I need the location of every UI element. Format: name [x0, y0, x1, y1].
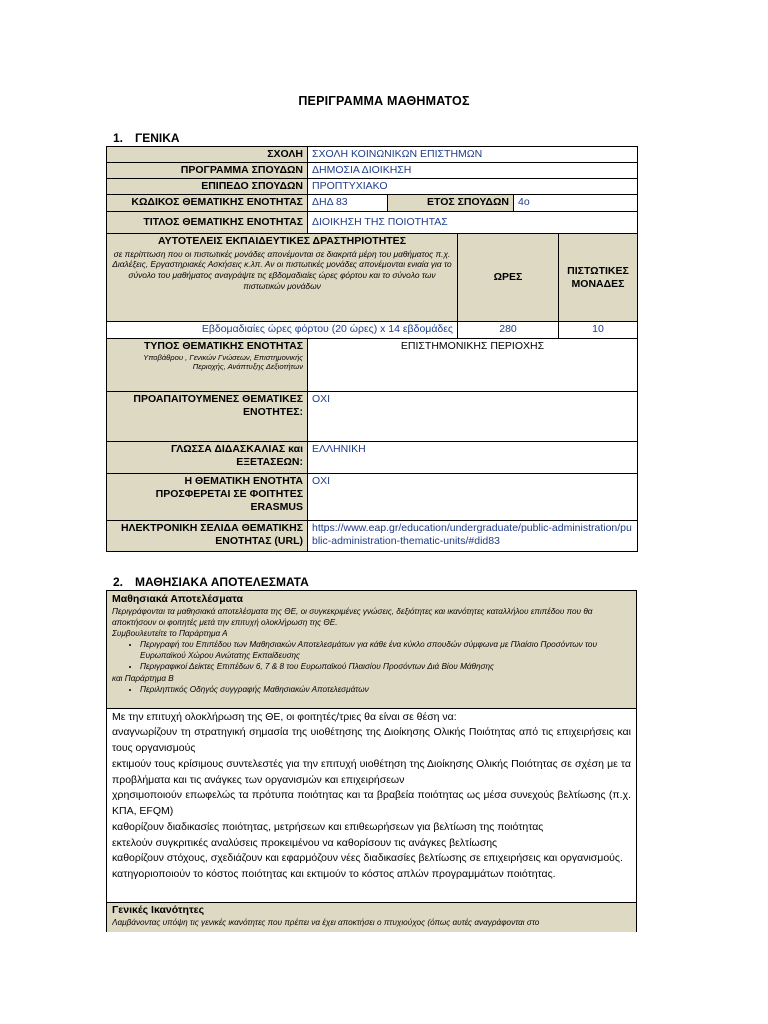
section-1-number: 1. [113, 131, 124, 145]
row-language [107, 441, 638, 473]
level-value: ΠΡΟΠΤΥΧΙΑΚΟ [308, 179, 638, 195]
outcome-item: εκτιμούν τους κρίσιμους συντελεστές για την επιτυχή υιοθέτηση της Διοίκησης Ολικής Ποιότητας σε σχέση με τα προβλήματα και τις ανάγκες των οργανισμών και επιχειρήσεων [112, 757, 631, 786]
code-value: ΔΗΔ 83 [308, 195, 388, 212]
section-2-number: 2. [113, 575, 124, 589]
unit-title-value: ΔΙΟΙΚΗΣΗ ΤΗΣ ΠΟΙΟΤΗΤΑΣ [308, 212, 638, 234]
section-1-title: ΓΕΝΙΚΑ [135, 131, 180, 145]
type-label-cell [107, 338, 308, 391]
section-2-title: ΜΑΘΗΣΙΑΚΑ ΑΠΟΤΕΛΕΣΜΑΤΑ [135, 575, 309, 589]
activities-heading: ΑΥΤΟΤΕΛΕΙΣ ΕΚΠΑΙΔΕΥΤΙΚΕΣ ΔΡΑΣΤΗΡΙΟΤΗΤΕΣ [157, 235, 406, 248]
row-unit-title [107, 212, 638, 234]
outcomes-desc-1: Περιγράφονται τα μαθησιακά αποτελέσματα της ΘΕ, οι συγκεκριμένες γνώσεις, δεξιότητες και ικανότητες καταλλήλου επιπέδου που θα αποκτήσουν οι φοιτητές μετά την επιτυχή ολοκλήρωση της ΘΕ. [112, 607, 593, 628]
program-value: ΔΗΜΟΣΙΑ ΔΙΟΙΚΗΣΗ [308, 163, 638, 179]
outcome-item: καθορίζουν διαδικασίες ποιότητας, μετρήσεων και επιθεωρήσεων για βελτίωση της ποιότητας [112, 820, 544, 833]
outcomes-table [106, 590, 637, 932]
row-url [107, 520, 638, 551]
credits-value: 10 [559, 322, 638, 338]
url-label: ΗΛΕΚΤΡΟΝΙΚΗ ΣΕΛΙΔΑ ΘΕΜΑΤΙΚΗΣ ΕΝΟΤΗΤΑΣ (URL) [107, 520, 308, 551]
outcomes-desc-2: Συμβουλευτείτε το Παράρτημα Α [112, 629, 228, 639]
row-type [107, 338, 638, 391]
outcome-item: καθορίζουν στόχους, σχεδιάζουν και εφαρμόζουν νέες διαδικασίες βελτίωσης σε επιχειρήσεις και οργανισμούς. [112, 852, 623, 865]
prereq-value: ΟΧΙ [308, 391, 638, 441]
hours-label: ΩΡΕΣ [458, 234, 559, 322]
outcomes-list-cell [107, 708, 637, 902]
row-school [107, 147, 638, 163]
outcomes-intro: Με την επιτυχή ολοκλήρωση της ΘΕ, οι φοιτητές/τριες θα είναι σε θέση να: [112, 710, 457, 723]
workload-text: Εβδομαδιαίες ώρες φόρτου (20 ώρες) x 14 εβδομάδες [107, 322, 458, 338]
page-title: ΠΕΡΙΓΡΑΜΜΑ ΜΑΘΗΜΑΤΟΣ [298, 94, 470, 108]
outcome-item: αναγνωρίζουν τη στρατηγική σημασία της υιοθέτησης της Διοίκησης Ολικής Ποιότητας από τις επιχειρήσεις και τους οργανισμούς [112, 726, 631, 755]
general-skills-desc: Λαμβάνοντας υπόψη τις γενικές ικανότητες που πρέπει να έχει αποκτήσει ο πτυχιούχος (όπως αυτές αναγράφονται στο [112, 918, 540, 928]
row-prereq [107, 391, 638, 441]
general-skills-cell [107, 903, 637, 932]
code-label: ΚΩΔΙΚΟΣ ΘΕΜΑΤΙΚΗΣ ΕΝΟΤΗΤΑΣ [107, 195, 308, 212]
row-erasmus [107, 473, 638, 520]
unit-title-label: ΤΙΤΛΟΣ ΘΕΜΑΤΙΚΗΣ ΕΝΟΤΗΤΑΣ [107, 212, 308, 234]
erasmus-label: Η ΘΕΜΑΤΙΚΗ ΕΝΟΤΗΤΑ ΠΡΟΣΦΕΡΕΤΑΙ ΣΕ ΦΟΙΤΗΤΕΣ ERASMUS [107, 473, 308, 520]
prereq-label: ΠΡΟΑΠΑΙΤΟΥΜΕΝΕΣ ΘΕΜΑΤΙΚΕΣ ΕΝΟΤΗΤΕΣ: [107, 391, 308, 441]
hours-value: 280 [458, 322, 559, 338]
outcomes-guide-row [107, 591, 637, 709]
credits-label: ΠΙΣΤΩΤΙΚΕΣ ΜΟΝΑΔΕΣ [559, 234, 638, 322]
outcomes-bullet-2: • Περιγραφικοί Δείκτες Επιπέδων 6, 7 & 8 του Ευρωπαϊκού Πλαισίου Προσόντων Διά Βίου Μάθησης [140, 661, 631, 672]
outcomes-bullet-1: • Περιγραφή του Επιπέδου των Μαθησιακών Αποτελεσμάτων για κάθε ένα κύκλο σπουδών σύμφωνα με Πλαίσιο Προσόντων του Ευρωπαϊκού Χώρου Ανώτατης Εκπαίδευσης [140, 639, 631, 661]
type-label: ΤΥΠΟΣ ΘΕΜΑΤΙΚΗΣ ΕΝΟΤΗΤΑΣ [144, 339, 303, 352]
outcomes-guidance [112, 606, 631, 695]
outcome-item: εκτελούν συγκριτικές αναλύσεις προκειμένου να καθορίσουν τις ανάγκες βελτίωσης [112, 836, 498, 849]
section-2-heading [113, 575, 309, 589]
year-label: ΕΤΟΣ ΣΠΟΥΔΩΝ [388, 195, 514, 212]
outcomes-list-row [107, 708, 637, 902]
year-value: 4ο [514, 195, 638, 212]
outcome-item: κατηγοριοποιούν το κόστος ποιότητας και εκτιμούν το κόστος απλών προγραμμάτων ποιότητας. [112, 868, 556, 881]
level-label: ΕΠΙΠΕΔΟ ΣΠΟΥΔΩΝ [107, 179, 308, 195]
outcomes-desc-3: και Παράρτημα Β [112, 673, 174, 683]
activities-note: σε περίπτωση που οι πιστωτικές μονάδες απονέμονται σε διακριτά μέρη του μαθήματος π.χ. Διαλέξεις, Εργαστηριακές Ασκήσεις κ.λπ. Αν οι πιστωτικές μονάδες απονέμονται ενιαία για το σύνολο του μαθήματος αναγράψτε τις εβδομαδιαίες ώρες φόρτου και το σύνολο των πιστωτικών μονάδων [112, 248, 452, 292]
row-level [107, 179, 638, 195]
school-label: ΣΧΟΛΗ [107, 147, 308, 163]
type-note: Υποβάθρου , Γενικών Γνώσεων, Επιστημονικής Περιοχής, Ανάπτυξης Δεξιοτήτων [143, 352, 303, 372]
outcomes-bullets-a [112, 639, 631, 672]
outcomes-guide-cell [107, 591, 637, 709]
row-program [107, 163, 638, 179]
general-table [106, 146, 638, 552]
row-code [107, 195, 638, 212]
row-workload [107, 322, 638, 338]
outcomes-heading: Μαθησιακά Αποτελέσματα [112, 593, 243, 605]
type-value: ΕΠΙΣΤΗΜΟΝΙΚΗΣ ΠΕΡΙΟΧΗΣ [308, 338, 638, 391]
language-label: ΓΛΩΣΣΑ ΔΙΔΑΣΚΑΛΙΑΣ και ΕΞΕΤΑΣΕΩΝ: [107, 441, 308, 473]
erasmus-value: ΟΧΙ [308, 473, 638, 520]
general-skills-heading: Γενικές Ικανότητες [112, 904, 205, 917]
activities-cell [107, 234, 458, 322]
outcomes-bullets-b [112, 684, 631, 695]
outcome-item: χρησιμοποιούν επωφελώς τα πρότυπα ποιότητας και τα βραβεία ποιότητας ως μέσα συνεχούς βελτίωσης (π.χ. ΚΠΑ, EFQM) [112, 789, 631, 818]
program-label: ΠΡΟΓΡΑΜΜΑ ΣΠΟΥΔΩΝ [107, 163, 308, 179]
school-value: ΣΧΟΛΗ ΚΟΙΝΩΝΙΚΩΝ ΕΠΙΣΤΗΜΩΝ [308, 147, 638, 163]
outcomes-bullet-3: • Περιληπτικός Οδηγός συγγραφής Μαθησιακών Αποτελεσμάτων [140, 684, 631, 695]
row-activities [107, 234, 638, 322]
language-value: ΕΛΛΗΝΙΚΗ [308, 441, 638, 473]
general-skills-row [107, 903, 637, 932]
section-1-heading [113, 131, 180, 145]
url-link[interactable]: https://www.eap.gr/education/undergraduate/public-administration/public-administration-thematic-units/#did83 [308, 520, 638, 551]
